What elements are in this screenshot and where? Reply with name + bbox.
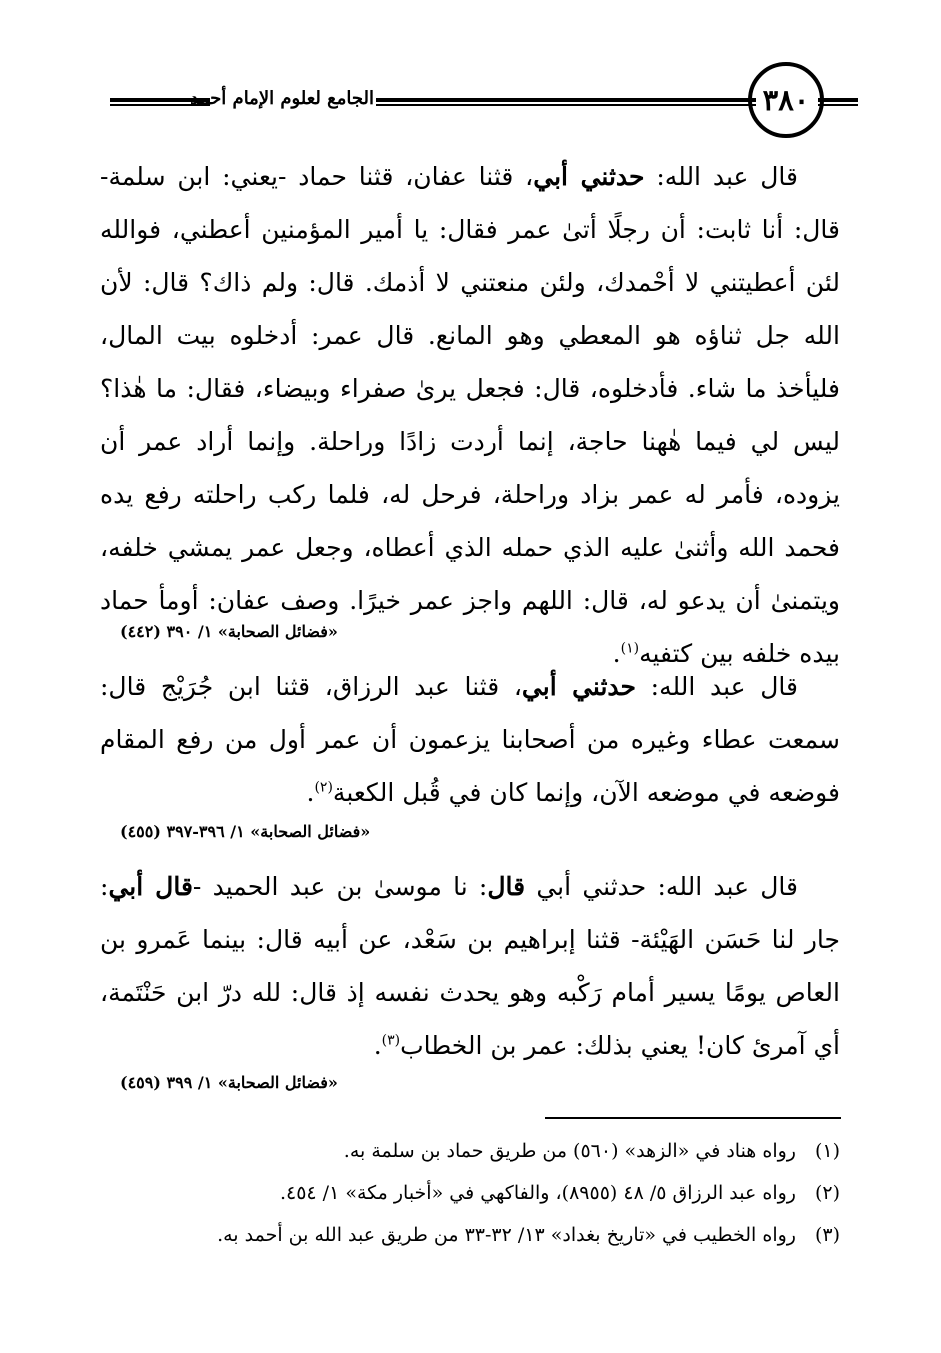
page-number: ٣٨٠ xyxy=(748,62,824,138)
source-citation: «فضائل الصحابة» ١/ ٣٩٦-٣٩٧ (٤٥٥) xyxy=(120,822,371,841)
footnote-reference: (١) xyxy=(620,640,640,657)
narration-paragraph xyxy=(100,660,840,819)
page-header xyxy=(98,62,840,146)
bold-phrase: حدثني أبي xyxy=(521,672,637,701)
text-run: . xyxy=(373,1031,382,1060)
footnote-reference: (٢) xyxy=(314,779,333,796)
narration-block xyxy=(100,150,840,680)
bold-phrase: حدثني أبي xyxy=(533,162,645,191)
text-run: قال عبد الله: حدثني أبي xyxy=(525,872,798,901)
text-run: قال عبد الله: xyxy=(636,672,798,701)
footnote xyxy=(100,1172,840,1214)
header-rule-right xyxy=(818,98,858,106)
footnote-number: (٢) xyxy=(814,1182,840,1204)
footnote-text: رواه هناد في «الزهد» (٥٦٠) من طريق حماد بن سلمة به. xyxy=(343,1140,796,1162)
bold-phrase: قال أبي xyxy=(108,872,193,901)
text-run: . xyxy=(612,639,621,668)
text-run: : جار لنا حَسَن الهَيْئة- قثنا إبراهيم بن سَعْد، عن أبيه قال: بينما عَمرو بن العاص يومًا يسير أمام رَكْبه وهو يحدث نفسه إذ قال: لله درّ ابن حَنْتَمة، أي آمرئ كان! يعني بذلك: عمر بن الخطاب xyxy=(100,872,840,1060)
source-citation: «فضائل الصحابة» ١/ ٣٩٩ (٤٥٩) xyxy=(120,1073,338,1092)
footnote-text: رواه الخطيب في «تاريخ بغداد» ١٣/ ٣٢-٣٣ من طريق عبد الله بن أحمد به. xyxy=(217,1224,796,1246)
narration-paragraph xyxy=(100,860,840,1072)
footnote-number: (٣) xyxy=(814,1224,840,1246)
footnote-text: رواه عبد الرزاق ٥/ ٤٨ (٨٩٥٥)، والفاكهي في «أخبار مكة» ١/ ٤٥٤. xyxy=(279,1182,796,1204)
footnote-separator xyxy=(545,1117,841,1119)
text-run: . xyxy=(306,778,315,807)
footnote xyxy=(100,1130,840,1172)
footnotes-list xyxy=(100,1130,840,1256)
narration-block xyxy=(100,860,840,1072)
narration-block xyxy=(100,660,840,819)
narration-paragraph xyxy=(100,150,840,680)
text-run: ، قثنا عفان، قثنا حماد -يعني: ابن سلمة- قال: أنا ثابت: أن رجلًا أتىٰ عمر فقال: يا أمير المؤمنين أعطني، فوالله لئن أعطيتني لا أحْمدك، ولئن منعتني لا أذمك. قال: ولم ذاك؟ قال: لأن الله جل ثناؤه هو المعطي وهو المانع. قال عمر: أدخلوه بيت المال، فليأخذ ما شاء. فأدخلوه، قال: فجعل يرىٰ صفراء وبيضاء، فقال: ما هٰذا؟ ليس لي فيما هٰهنا حاجة، إنما أردت زادًا وراحلة. وإنما أراد عمر أن يزوده، فأمر له عمر بزاد وراحلة، فرحل له، فلما ركب راحلته رفع يده فحمد الله وأثنىٰ عليه الذي حمله الذي أعطاه، وجعل عمر يمشي خلفه، ويتمنىٰ أن يدعو له، قال: اللهم واجز عمر خيرًا. وصف عفان: أومأ حماد بيده خلفه بين كتفيه xyxy=(100,162,840,668)
header-rule-middle xyxy=(376,98,756,106)
footnote-number: (١) xyxy=(814,1140,840,1162)
source-citation: «فضائل الصحابة» ١/ ٣٩٠ (٤٤٢) xyxy=(120,622,338,641)
text-run: : نا موسىٰ بن عبد الحميد - xyxy=(192,872,488,901)
text-run: قال عبد الله: xyxy=(644,162,798,191)
footnote xyxy=(100,1214,840,1256)
running-title: الجامع لعلوم الإمام أحمد xyxy=(190,88,374,109)
bold-phrase: قال xyxy=(487,872,526,901)
text-run: ، قثنا عبد الرزاق، قثنا ابن جُرَيْج قال: سمعت عطاء وغيره من أصحابنا يزعمون أن عمر أول من رفع المقام فوضعه في موضعه الآن، وإنما كان في قُبل الكعبة xyxy=(100,672,840,807)
footnote-reference: (٣) xyxy=(381,1032,401,1049)
